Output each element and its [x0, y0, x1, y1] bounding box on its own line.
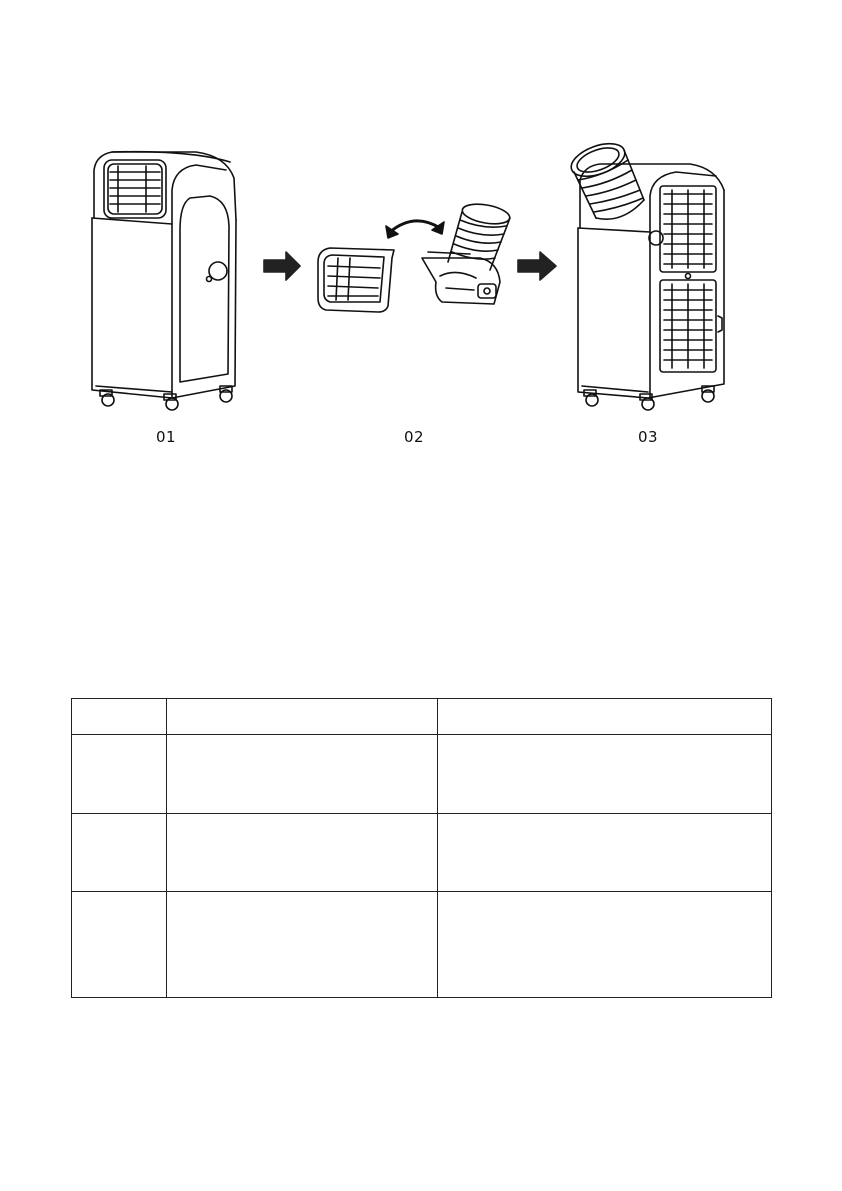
table-cell	[167, 813, 438, 891]
step-label-01: 01	[155, 428, 177, 446]
table-row	[72, 813, 772, 891]
arrow-right-icon	[518, 252, 556, 280]
installation-illustration	[0, 0, 842, 460]
step-label-02: 02	[403, 428, 425, 446]
table-cell	[438, 891, 772, 997]
table-row	[72, 891, 772, 997]
empty-table	[71, 698, 772, 998]
table-cell	[72, 735, 167, 813]
table-cell	[438, 735, 772, 813]
table-cell	[167, 699, 438, 735]
removed-grille	[318, 248, 394, 312]
arrow-right-icon	[264, 252, 300, 280]
table-cell	[438, 813, 772, 891]
step-label-03: 03	[637, 428, 659, 446]
table-cell	[167, 891, 438, 997]
air-conditioner-unit-03	[567, 137, 724, 410]
table-cell	[438, 699, 772, 735]
table-cell	[72, 813, 167, 891]
swap-arrow-icon	[386, 221, 444, 238]
table-cell	[72, 891, 167, 997]
exhaust-hose-adapter	[422, 201, 511, 304]
table-row	[72, 735, 772, 813]
table-cell	[167, 735, 438, 813]
air-conditioner-unit-01	[92, 152, 236, 410]
table-cell	[72, 699, 167, 735]
table-header-row	[72, 699, 772, 735]
